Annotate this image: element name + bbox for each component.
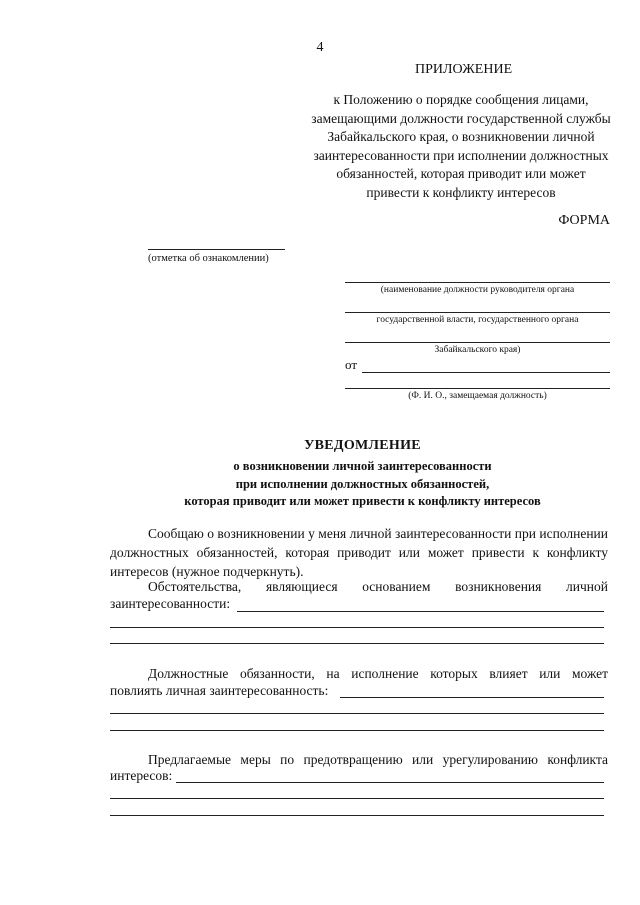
appendix-title: ПРИЛОЖЕНИЕ (415, 62, 513, 77)
addressee-caption-1: (наименование должности руководителя органа (380, 285, 575, 295)
addressee-line-3[interactable] (345, 342, 610, 343)
paragraph-circumstances: Обстоятельства, являющиеся основанием возникновения личной (148, 579, 608, 594)
duties-input-line-1[interactable] (340, 697, 604, 698)
addressee-caption-3: Забайкальского края) (434, 345, 521, 355)
from-line[interactable] (362, 372, 610, 373)
measures-input-line-1[interactable] (176, 782, 604, 783)
duties-label: повлиять личная заинтересованность: (110, 683, 329, 698)
duties-input-line-2[interactable] (110, 713, 604, 714)
circumstances-input-line-1[interactable] (237, 611, 604, 612)
addressee-caption-2: государственной власти, государственного органа (376, 315, 579, 325)
circumstances-input-line-3[interactable] (110, 643, 604, 644)
notice-subtitle-line-3: которая приводит или может привести к конфликту интересов (184, 494, 541, 508)
addressee-caption-4: (Ф. И. О., замещаемая должность) (408, 391, 547, 401)
from-label: от (345, 357, 358, 372)
circumstances-label: заинтересованности: (110, 596, 231, 611)
paragraph-measures: Предлагаемые меры по предотвращению или урегулированию конфликта (148, 752, 608, 767)
measures-label: интересов: (110, 768, 173, 783)
paragraph-notice: Сообщаю о возникновении у меня личной заинтересованности при исполнении должностных обязанностей, которая приводит или может привести к конфликту интересов (нужное подчеркнуть). (110, 526, 608, 579)
acknowledgement-caption: (отметка об ознакомлении) (148, 253, 269, 264)
duties-input-line-3[interactable] (110, 730, 604, 731)
page-number: 4 (316, 40, 324, 55)
measures-input-line-3[interactable] (110, 815, 604, 816)
circumstances-input-line-2[interactable] (110, 627, 604, 628)
notice-title: УВЕДОМЛЕНИЕ (304, 438, 421, 453)
acknowledgement-line[interactable] (148, 249, 285, 250)
form-label: ФОРМА (558, 213, 610, 228)
notice-subtitle (110, 458, 615, 511)
addressee-line-1[interactable] (345, 282, 610, 283)
notice-subtitle-line-1: о возникновении личной заинтересованности (233, 459, 492, 473)
paragraph-duties: Должностные обязанности, на исполнение которых влияет или может (148, 666, 608, 681)
notice-subtitle-line-2: при исполнении должностных обязанностей, (235, 476, 490, 491)
addressee-line-2[interactable] (345, 312, 610, 313)
appendix-body: к Положению о порядке сообщения лицами, замещающими должности государственной службы Забайкальского края, о возникновении личной заинтересованности при исполнении должностных обязанностей, которая приводит или может привести к конфликту интересов (311, 92, 611, 200)
measures-input-line-2[interactable] (110, 798, 604, 799)
addressee-line-4[interactable] (345, 388, 610, 389)
